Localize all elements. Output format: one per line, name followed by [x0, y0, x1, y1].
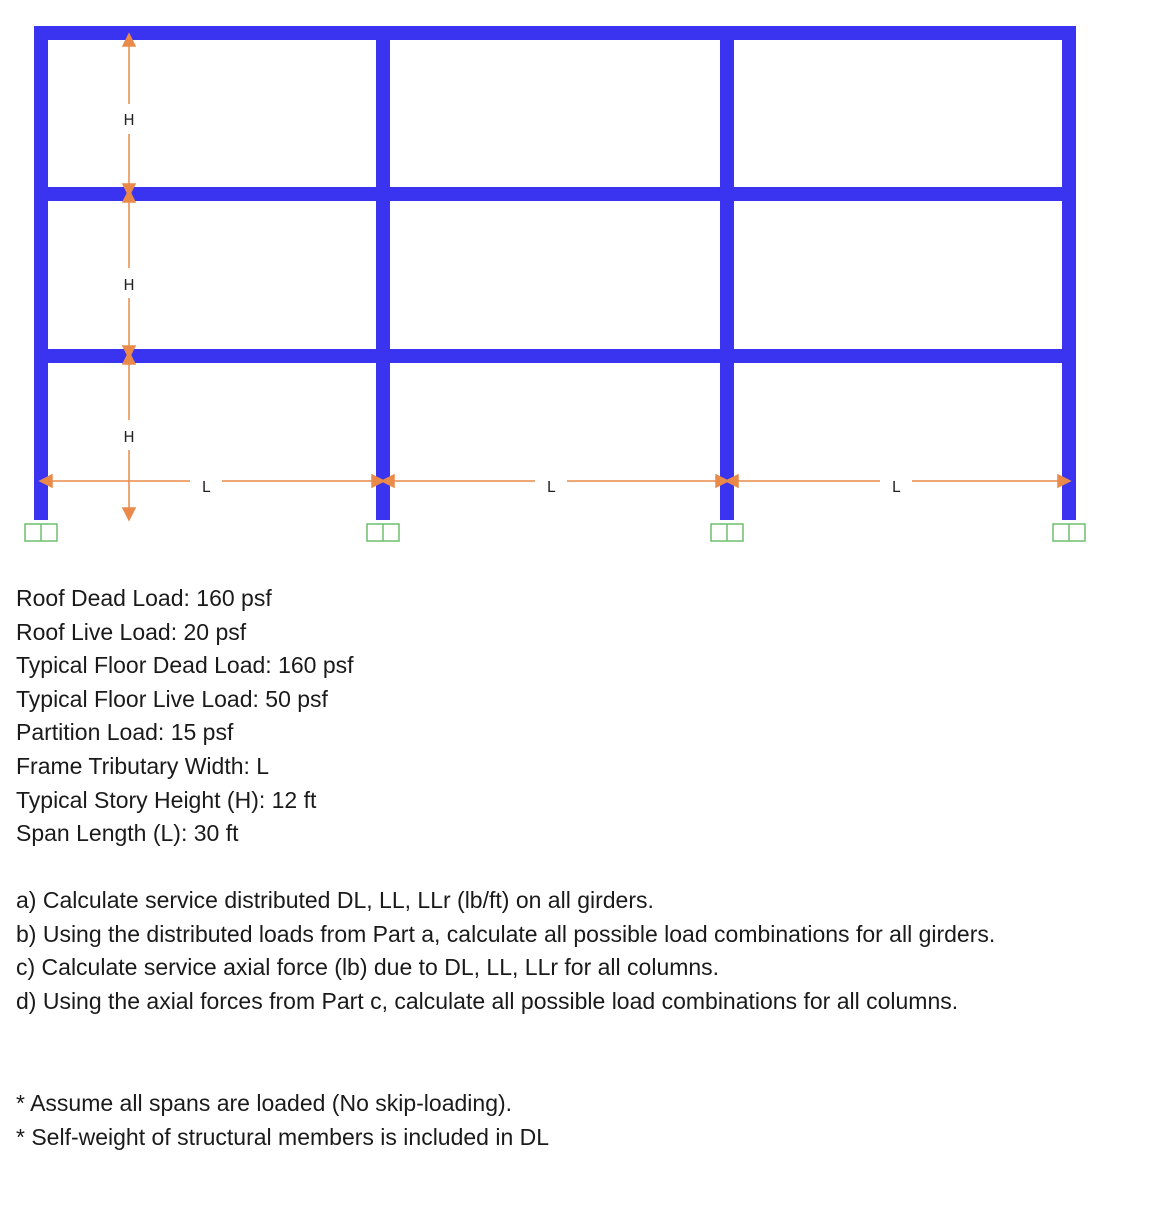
- roof-beam: [34, 26, 1076, 40]
- height-label-bottom: H: [123, 428, 135, 446]
- support-2: [367, 524, 399, 541]
- arrow-down-icon: [123, 508, 135, 520]
- height-label-middle: H: [123, 276, 135, 294]
- load-item: Roof Dead Load: 160 psf: [16, 585, 272, 611]
- column-2: [376, 32, 390, 520]
- frame-diagram: [0, 0, 1152, 560]
- note-item: * Assume all spans are loaded (No skip-loading).: [16, 1090, 513, 1116]
- column-3: [720, 32, 734, 520]
- column-1: [34, 32, 48, 520]
- second-floor-beam: [34, 187, 1076, 201]
- height-label-top: H: [123, 111, 135, 129]
- first-floor-beam: [34, 349, 1076, 363]
- load-item: Typical Floor Dead Load: 160 psf: [16, 652, 354, 679]
- question-item: b) Using the distributed loads from Part a, calculate all possible load combinations for all girders.: [16, 920, 996, 947]
- load-item: Frame Tributary Width: L: [16, 752, 270, 779]
- note-item: * Self-weight of structural members is included in DL: [16, 1123, 550, 1150]
- column-4: [1062, 32, 1076, 520]
- loads-list: [16, 582, 354, 851]
- load-item: Roof Live Load: 20 psf: [16, 618, 247, 645]
- load-item: Partition Load: 15 psf: [16, 719, 234, 746]
- supports: [25, 524, 1085, 541]
- span-label-1: L: [201, 478, 211, 496]
- question-item: d) Using the axial forces from Part c, calculate all possible load combinations for all columns.: [16, 987, 959, 1014]
- beams: [34, 26, 1076, 363]
- notes-list: [16, 1087, 549, 1154]
- span-label-2: L: [546, 478, 556, 496]
- question-item: c) Calculate service axial force (lb) due to DL, LL, LLr for all columns.: [16, 954, 720, 981]
- question-item: a) Calculate service distributed DL, LL, LLr (lb/ft) on all girders.: [16, 887, 654, 913]
- support-4: [1053, 524, 1085, 541]
- support-1: [25, 524, 57, 541]
- load-item: Typical Story Height (H): 12 ft: [16, 786, 317, 813]
- span-label-3: L: [891, 478, 901, 496]
- questions-list: [16, 884, 1096, 1018]
- columns: [34, 32, 1076, 520]
- support-3: [711, 524, 743, 541]
- load-item: Span Length (L): 30 ft: [16, 820, 239, 847]
- load-item: Typical Floor Live Load: 50 psf: [16, 685, 328, 712]
